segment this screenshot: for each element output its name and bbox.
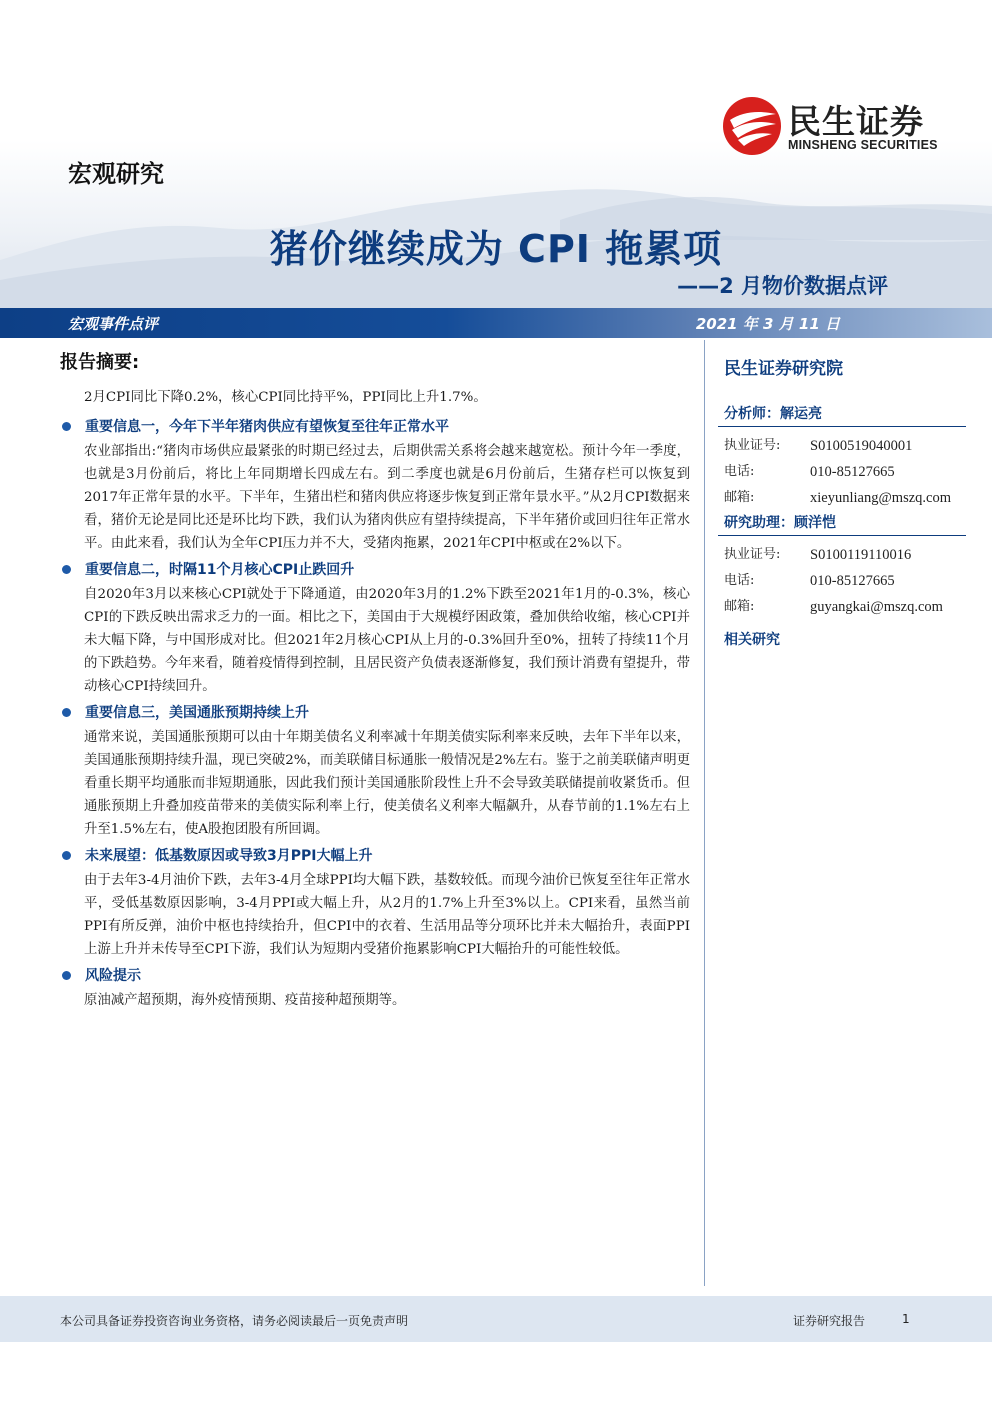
brand-logo <box>722 96 962 156</box>
sidebar <box>718 356 966 652</box>
section-label: 宏观研究 <box>68 160 164 188</box>
section-heading-text: 风险提示 <box>85 968 141 984</box>
abstract-title: 报告摘要: <box>60 352 140 373</box>
field-label: 电话: <box>724 464 755 479</box>
field-label: 执业证号: <box>724 438 781 453</box>
bullet-icon <box>62 565 71 574</box>
brand-name-en: MINSHENG SECURITIES <box>788 138 938 152</box>
section-heading-text: 重要信息一，今年下半年猪肉供应有望恢复至往年正常水平 <box>85 419 449 435</box>
assistant-row <box>718 542 966 568</box>
report-category: 宏观事件点评 <box>68 315 159 333</box>
section-heading-text: 未来展望：低基数原因或导致3月PPI大幅上升 <box>85 848 373 864</box>
analyst-heading: 分析师：解运亮 <box>718 402 966 427</box>
bullet-icon <box>62 708 71 717</box>
section-body: 原油减产超预期，海外疫情预期、疫苗接种超预期等。 <box>84 993 406 1008</box>
assistant-row <box>718 594 966 620</box>
field-value: S0100119110016 <box>810 547 912 563</box>
analyst-row <box>718 485 966 511</box>
field-label: 邮箱: <box>724 599 755 614</box>
section-heading <box>60 963 690 987</box>
email-link[interactable]: xieyunliang@mszq.com <box>810 490 952 506</box>
section-body: 通常来说，美国通胀预期可以由十年期美债名义利率减十年期美债实际利率来反映，去年下半年以来，美国通胀预期持续升温，现已突破2%，而美联储目标通胀一般情况是2%左右。鉴于之前美联储声明更看重长期平均通胀而非短期通胀，因此我们预计美国通胀阶段性上升不会导致美联储提前收紧货币。但通胀预期上升叠加疫苗带来的美债实际利率上行，使美债名义利率大幅飙升，从春节前的1.1%左右上升至1.5%左右，使A股抱团股有所回调。 <box>84 730 690 837</box>
disclaimer-text: 本公司具备证券投资咨询业务资格，请务必阅读最后一页免责声明 <box>60 1314 409 1328</box>
category-bar <box>0 308 992 338</box>
field-label: 执业证号: <box>724 547 781 562</box>
column-divider <box>704 340 705 1286</box>
minsheng-logo-icon <box>722 96 782 156</box>
brand-name-cn: 民生证券 <box>788 102 924 141</box>
document-type: 证券研究报告 <box>793 1314 866 1328</box>
section-heading <box>60 557 690 581</box>
assistant-heading: 研究助理：顾洋恺 <box>718 511 966 536</box>
bullet-icon <box>62 851 71 860</box>
section-heading-text: 重要信息二，时隔11个月核心CPI止跌回升 <box>85 562 355 578</box>
abstract-intro: 2月CPI同比下降0.2%，核心CPI同比持平%，PPI同比上升1.7%。 <box>84 390 487 405</box>
bullet-icon <box>62 971 71 980</box>
assistant-row <box>718 568 966 594</box>
page-number: 1 <box>902 1312 910 1326</box>
page-footer <box>0 1296 992 1342</box>
report-date: 2021 年 3 月 11 日 <box>695 315 840 333</box>
report-subtitle: ——2 月物价数据点评 <box>677 274 888 298</box>
field-label: 邮箱: <box>724 490 755 505</box>
report-title: 猪价继续成为 CPI 拖累项 <box>269 227 723 271</box>
section-heading <box>60 414 690 438</box>
analyst-row <box>718 433 966 459</box>
field-value: 010-85127665 <box>810 464 895 480</box>
analyst-row <box>718 459 966 485</box>
bullet-icon <box>62 422 71 431</box>
field-label: 电话: <box>724 573 755 588</box>
section-heading-text: 重要信息三，美国通胀预期持续上升 <box>85 705 309 721</box>
related-research-heading: 相关研究 <box>724 632 780 648</box>
abstract-section <box>60 348 690 1012</box>
section-heading <box>60 843 690 867</box>
section-body: 由于去年3-4月油价下跌，去年3-4月全球PPI均大幅下跌，基数较低。而现今油价已恢复至往年正常水平，受低基数原因影响，3-4月PPI或大幅上升，从2月的1.7%上升至3%以上。CPI来看，虽然当前PPI有所反弹，油价中枢也持续抬升，但CPI中的衣着、生活用品等分项环比并未大幅抬升，表面PPI上游上升并未传导至CPI下游，我们认为短期内受猪价拖累影响CPI大幅抬升的可能性较低。 <box>84 873 690 957</box>
field-value: 010-85127665 <box>810 573 895 589</box>
email-link[interactable]: guyangkai@mszq.com <box>810 599 943 615</box>
section-heading <box>60 700 690 724</box>
field-value: S0100519040001 <box>810 438 913 454</box>
section-body: 农业部指出:“猪肉市场供应最紧张的时期已经过去，后期供需关系将会越来越宽松。预计今年一季度，也就是3月份前后，将比上年同期增长四成左右。到二季度也就是6月份前后，生猪存栏可以恢复到2017年正常年景的水平。下半年，生猪出栏和猪肉供应将逐步恢复到正常年景水平。”从2月CPI数据来看，猪价无论是同比还是环比均下跌，我们认为猪肉供应有望持续提高，下半年猪价或回归往年正常水平。由此来看，我们认为全年CPI压力并不大，受猪肉拖累，2021年CPI中枢或在2%以下。 <box>84 444 690 551</box>
institute-name: 民生证券研究院 <box>724 359 843 379</box>
section-body: 自2020年3月以来核心CPI就处于下降通道，由2020年3月的1.2%下跌至2021年1月的-0.3%，核心CPI的下跌反映出需求乏力的一面。相比之下，美国由于大规模纾困政策，叠加供给收缩，核心CPI并未大幅下降，与中国形成对比。但2021年2月核心CPI从上月的-0.3%回升至0%，扭转了持续11个月的下跌趋势。今年来看，随着疫情得到控制，且居民资产负债表逐渐修复，我们预计消费有望提升，带动核心CPI持续回升。 <box>84 587 690 694</box>
